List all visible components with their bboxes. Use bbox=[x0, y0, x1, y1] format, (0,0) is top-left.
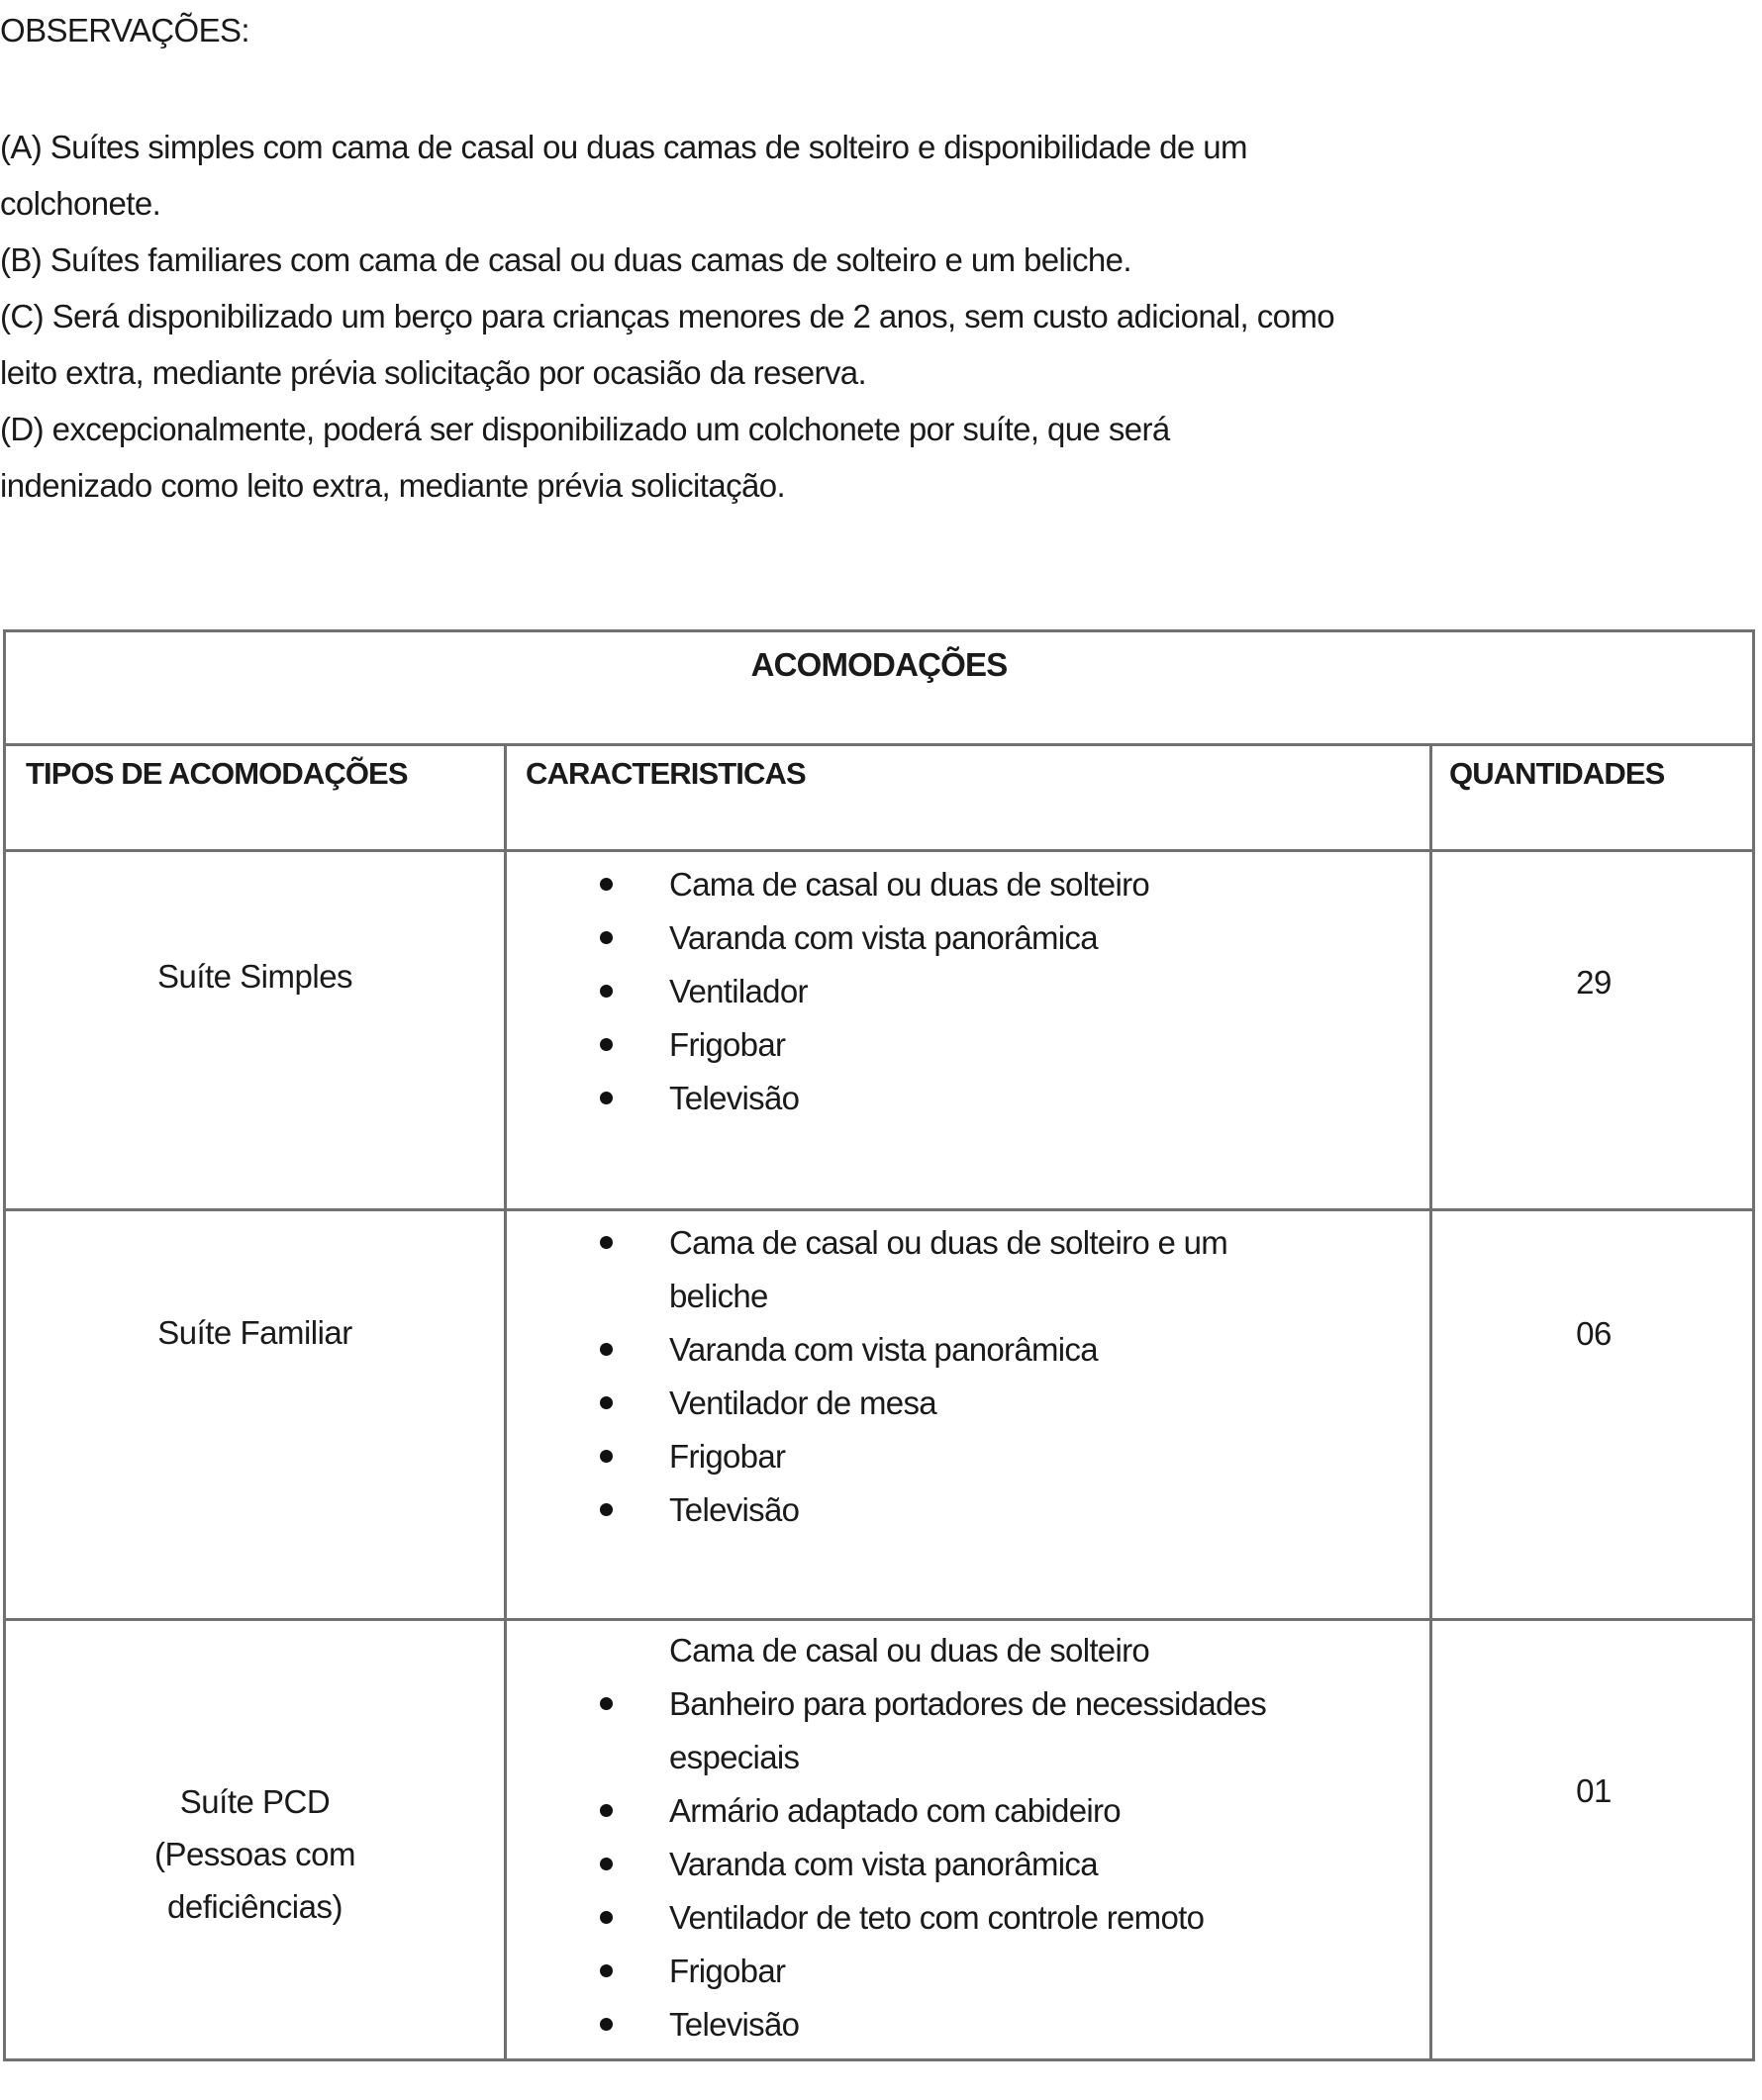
observation-line: indenizado como leito extra, mediante prévia solicitação. bbox=[0, 467, 786, 504]
list-item bbox=[600, 1483, 1431, 1537]
type-label: Suíte Simples bbox=[156, 958, 353, 995]
bullet-icon bbox=[600, 1838, 614, 1891]
bullet-icon bbox=[600, 911, 614, 965]
list-item bbox=[600, 1838, 1431, 1891]
accommodations-table bbox=[3, 629, 1755, 2061]
column-divider bbox=[504, 743, 507, 2061]
list-item bbox=[600, 1323, 1431, 1377]
feature-text: Ventilador bbox=[669, 973, 808, 1009]
feature-text: Cama de casal ou duas de solteiro bbox=[669, 866, 1150, 903]
table-divider bbox=[6, 1618, 1752, 1621]
list-item bbox=[600, 1377, 1431, 1430]
table-divider bbox=[6, 743, 1752, 746]
table-row-type bbox=[6, 1775, 504, 1933]
table-row-type bbox=[6, 1306, 504, 1359]
feature-text: Varanda com vista panorâmica bbox=[669, 1331, 1098, 1368]
header-features: CARACTERISTICAS bbox=[526, 756, 806, 791]
observation-line: (B) Suítes familiares com cama de casal ou duas camas de solteiro e um beliche. bbox=[0, 241, 1131, 278]
feature-text: Armário adaptado com cabideiro bbox=[669, 1792, 1121, 1829]
list-item bbox=[600, 1270, 1431, 1323]
bullet-icon bbox=[600, 858, 614, 911]
feature-list bbox=[600, 1624, 1431, 2052]
observation-line: (D) excepcionalmente, poderá ser disponibilizado um colchonete por suíte, que será bbox=[0, 411, 1170, 447]
table-divider bbox=[6, 849, 1752, 852]
bullet-icon bbox=[600, 1430, 614, 1483]
list-item bbox=[600, 858, 1431, 911]
list-item bbox=[600, 911, 1431, 965]
observation-line: leito extra, mediante prévia solicitação por ocasião da reserva. bbox=[0, 354, 867, 391]
feature-list bbox=[600, 858, 1431, 1125]
bullet-icon bbox=[600, 1018, 614, 1072]
feature-text: Frigobar bbox=[669, 1026, 786, 1063]
feature-list bbox=[600, 1216, 1431, 1537]
type-label: (Pessoas com bbox=[153, 1836, 356, 1872]
feature-text: beliche bbox=[669, 1278, 768, 1314]
bullet-icon bbox=[600, 1072, 614, 1125]
table-title: ACOMODAÇÕES bbox=[750, 646, 1008, 683]
quantity-value: 06 bbox=[1576, 1315, 1612, 1352]
feature-text: Ventilador de mesa bbox=[669, 1384, 936, 1421]
feature-text: Televisão bbox=[669, 1491, 800, 1528]
type-label: Suíte Familiar bbox=[157, 1314, 352, 1351]
header-types: TIPOS DE ACOMODAÇÕES bbox=[26, 756, 408, 791]
list-item bbox=[600, 1731, 1431, 1784]
bullet-icon bbox=[600, 1945, 614, 1998]
type-label: Suíte PCD bbox=[179, 1783, 331, 1820]
feature-text: Cama de casal ou duas de solteiro bbox=[669, 1632, 1150, 1669]
list-item bbox=[600, 1784, 1431, 1838]
list-item bbox=[600, 965, 1431, 1018]
bullet-icon bbox=[600, 1377, 614, 1430]
list-item bbox=[600, 1624, 1431, 1677]
feature-text: Frigobar bbox=[669, 1438, 786, 1475]
list-item bbox=[600, 1891, 1431, 1945]
quantity-value: 01 bbox=[1576, 1772, 1612, 1809]
list-item bbox=[600, 1072, 1431, 1125]
bullet-icon bbox=[600, 1998, 614, 2052]
table-row-type bbox=[6, 950, 504, 1002]
table-divider bbox=[6, 1208, 1752, 1211]
bullet-icon bbox=[600, 1784, 614, 1838]
type-label: deficiências) bbox=[167, 1888, 343, 1925]
bullet-icon bbox=[600, 1216, 614, 1270]
bullet-icon bbox=[600, 1677, 614, 1731]
feature-text: Televisão bbox=[669, 2006, 800, 2043]
bullet-icon bbox=[600, 1891, 614, 1945]
list-item bbox=[600, 1430, 1431, 1483]
feature-text: Cama de casal ou duas de solteiro e um bbox=[669, 1224, 1228, 1261]
bullet-icon bbox=[600, 965, 614, 1018]
feature-text: Ventilador de teto com controle remoto bbox=[669, 1899, 1205, 1936]
header-quantities: QUANTIDADES bbox=[1449, 756, 1665, 791]
feature-text: Banheiro para portadores de necessidades bbox=[669, 1685, 1267, 1722]
list-item bbox=[600, 1998, 1431, 2052]
feature-text: Varanda com vista panorâmica bbox=[669, 919, 1098, 956]
feature-text: Televisão bbox=[669, 1080, 800, 1116]
feature-text: Varanda com vista panorâmica bbox=[669, 1846, 1098, 1882]
list-item bbox=[600, 1677, 1431, 1731]
list-item bbox=[600, 1216, 1431, 1270]
feature-text: Frigobar bbox=[669, 1953, 786, 1989]
bullet-icon bbox=[600, 1483, 614, 1537]
observations-text bbox=[0, 119, 1722, 514]
quantity-value: 29 bbox=[1576, 964, 1612, 1001]
feature-text: especiais bbox=[669, 1739, 800, 1775]
list-item bbox=[600, 1018, 1431, 1072]
list-item bbox=[600, 1945, 1431, 1998]
observation-line: (C) Será disponibilizado um berço para crianças menores de 2 anos, sem custo adicional, como bbox=[0, 298, 1334, 334]
observation-line: (A) Suítes simples com cama de casal ou duas camas de solteiro e disponibilidade de um bbox=[0, 129, 1247, 165]
observation-line: colchonete. bbox=[0, 185, 161, 222]
bullet-icon bbox=[600, 1323, 614, 1377]
observations-title: OBSERVAÇÕES: bbox=[0, 12, 249, 48]
